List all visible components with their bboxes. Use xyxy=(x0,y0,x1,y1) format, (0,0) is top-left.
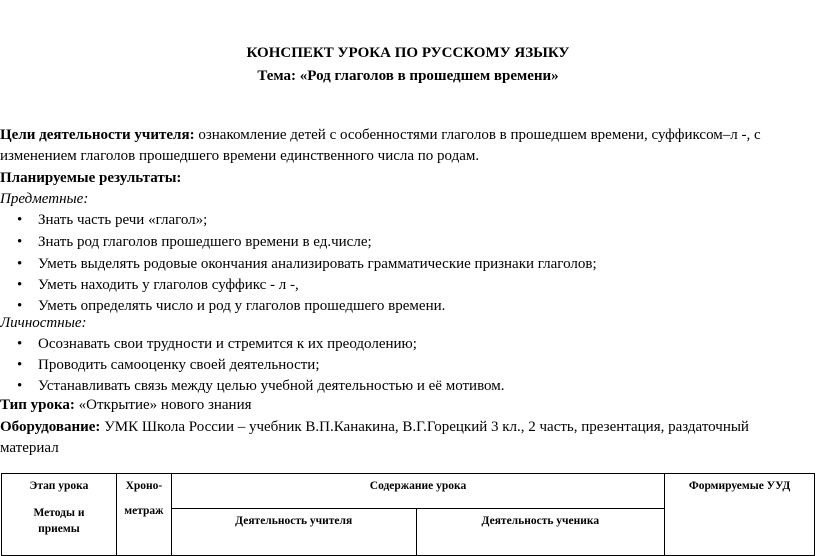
equipment-value-2: материал xyxy=(0,440,59,456)
equipment-label: Оборудование: xyxy=(0,419,101,435)
bullet-icon: • xyxy=(17,378,23,394)
personal-item: • Осознавать свои трудности и стремится к их преодолению; xyxy=(17,336,417,352)
header-methods: Методы и приемы xyxy=(33,507,85,535)
lesson-plan-table xyxy=(1,473,815,556)
header-timing-1: Хроно- xyxy=(125,480,163,492)
personal-results-label: Личностные: xyxy=(0,315,87,331)
header-timing-cell xyxy=(116,474,171,556)
header-teacher: Деятельность учителя xyxy=(171,509,416,556)
header-stage-cell xyxy=(2,474,117,556)
bullet-icon: • xyxy=(17,277,23,293)
lesson-topic: Тема: «Род глаголов в прошедшем времени» xyxy=(257,68,559,84)
subject-item: • Уметь выделять родовые окончания анализировать грамматические признаки глаголов; xyxy=(17,256,597,272)
equipment-line-1 xyxy=(0,419,749,436)
header-content: Содержание урока xyxy=(171,474,664,509)
bullet-icon: • xyxy=(17,298,23,314)
document-title: КОНСПЕКТ УРОКА ПО РУССКОМУ ЯЗЫКУ xyxy=(246,45,570,61)
bullet-icon: • xyxy=(17,212,23,228)
goals-label: Цели деятельности учителя: xyxy=(0,127,195,143)
lesson-type-label: Тип урока: xyxy=(0,397,75,413)
header-uud: Формируемые УУД xyxy=(665,474,815,556)
lesson-type-value: «Открытие» нового знания xyxy=(74,397,252,413)
personal-item: • Проводить самооценку своей деятельности; xyxy=(17,357,320,373)
header-timing-2: метраж xyxy=(124,505,164,517)
planned-results-heading: Планируемые результаты: xyxy=(0,170,182,186)
subject-item: • Знать род глаголов прошедшего времени в ед.числе; xyxy=(17,234,372,250)
subject-item: • Уметь находить у глаголов суффикс - л -, xyxy=(17,277,299,293)
subject-item: • Знать часть речи «глагол»; xyxy=(17,212,208,228)
goals-line-1 xyxy=(0,127,761,144)
equipment-value-1: УМК Школа России – учебник В.П.Канакина, В.Г.Горецкий 3 кл., 2 часть, презентация, раздаточный xyxy=(100,419,749,435)
bullet-icon: • xyxy=(17,336,23,352)
goals-text-1: ознакомление детей с особенностями глаголов в прошедшем времени, суффиксом–л -, с xyxy=(194,127,761,143)
bullet-icon: • xyxy=(17,357,23,373)
bullet-icon: • xyxy=(17,234,23,250)
personal-item: • Устанавливать связь между целью учебной деятельностью и её мотивом. xyxy=(17,378,505,394)
header-student: Деятельность ученика xyxy=(416,509,665,556)
goals-text-2: изменением глаголов прошедшего времени единственного числа по родам. xyxy=(0,148,480,164)
lesson-type xyxy=(0,397,252,414)
bullet-icon: • xyxy=(17,256,23,272)
subject-results-label: Предметные: xyxy=(0,191,89,207)
header-stage: Этап урока xyxy=(29,480,89,492)
subject-item: • Уметь определять число и род у глаголов прошедшего времени. xyxy=(17,298,446,314)
